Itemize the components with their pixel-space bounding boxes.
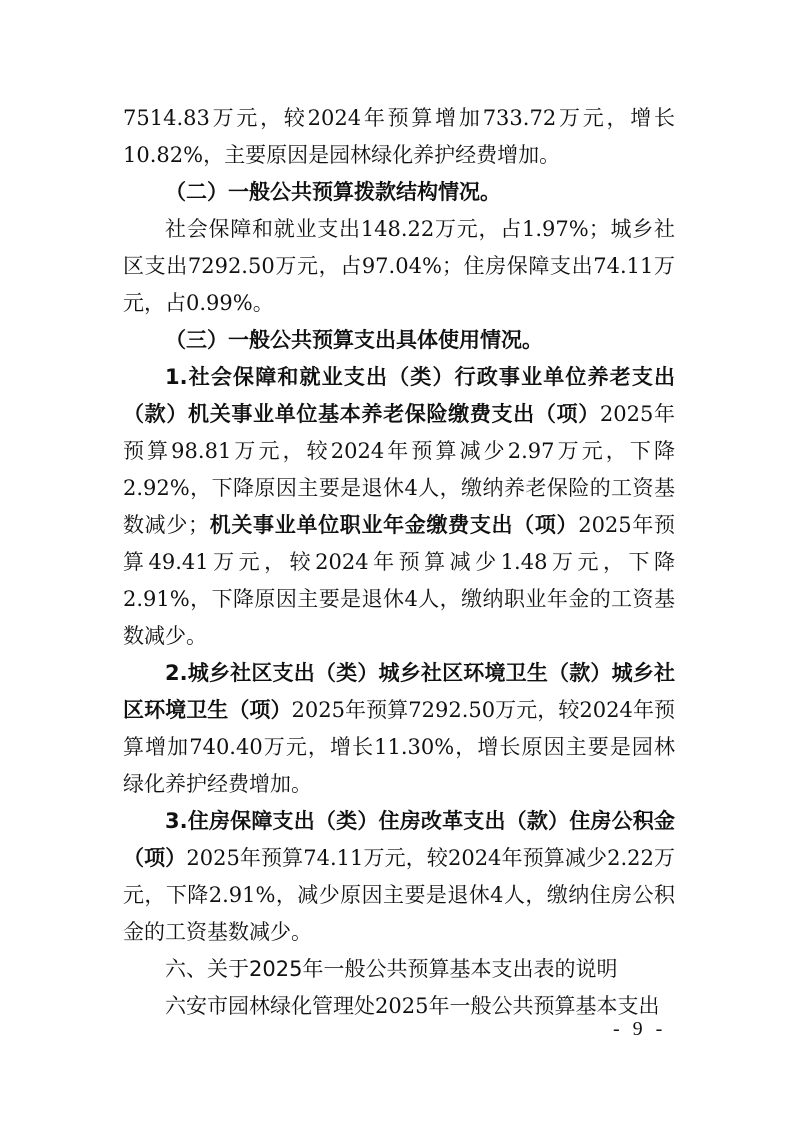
paragraph-item-social-security bbox=[123, 359, 675, 655]
document-body bbox=[123, 100, 675, 1025]
item2-text: 2025年预算7292.50万元，较2024年预算增加740.40万元，增长11.30%，增长原因主要是园林绿化养护经费增加。 bbox=[123, 698, 676, 796]
item2-title: 2.城乡社区支出（类）城乡社区环境卫生（款）城乡社区环境卫生（项） bbox=[123, 661, 675, 722]
paragraph-budget-summary: 7514.83万元，较2024年预算增加733.72万元，增长10.82%，主要原因是园林绿化养护经费增加。 bbox=[123, 106, 675, 167]
page-number: - 9 - bbox=[613, 1018, 667, 1040]
heading-budget-structure: （二）一般公共预算拨款结构情况。 bbox=[165, 180, 501, 204]
section-heading-basic-expenditure: 六、关于2025年一般公共预算基本支出表的说明 bbox=[165, 957, 618, 981]
item1-text: 2025年预算98.81万元，较2024年预算减少2.97万元，下降2.92%，下降原因主要是退休4人，缴纳养老保险的工资基数减少； bbox=[123, 402, 675, 537]
item1-title: 1.社会保障和就业支出（类）行政事业单位养老支出（款）机关事业单位基本养老保险缴费支出（项） bbox=[123, 365, 675, 426]
item1-subtext: 2025年预算49.41万元，较2024年预算减少1.48万元，下降2.91%，下降原因主要是退休4人，缴纳职业年金的工资基数减少。 bbox=[123, 513, 675, 648]
paragraph-item-urban-rural bbox=[123, 655, 675, 803]
item3-text: 2025年预算74.11万元，较2024年预算减少2.22万元，下降2.91%，减少原因主要是退休4人，缴纳住房公积金的工资基数减少。 bbox=[123, 846, 676, 944]
heading-budget-usage: （三）一般公共预算支出具体使用情况。 bbox=[165, 328, 543, 352]
paragraph-budget-structure: 社会保障和就业支出148.22万元，占1.97%；城乡社区支出7292.50万元，占97.04%；住房保障支出74.11万元，占0.99%。 bbox=[123, 217, 675, 315]
item3-title: 3.住房保障支出（类）住房改革支出（款）住房公积金（项） bbox=[123, 809, 675, 870]
paragraph-basic-expenditure: 六安市园林绿化管理处2025年一般公共预算基本支出 bbox=[165, 994, 660, 1018]
paragraph-item-housing bbox=[123, 803, 675, 951]
item1-subtitle: 机关事业单位职业年金缴费支出（项） bbox=[209, 513, 579, 537]
